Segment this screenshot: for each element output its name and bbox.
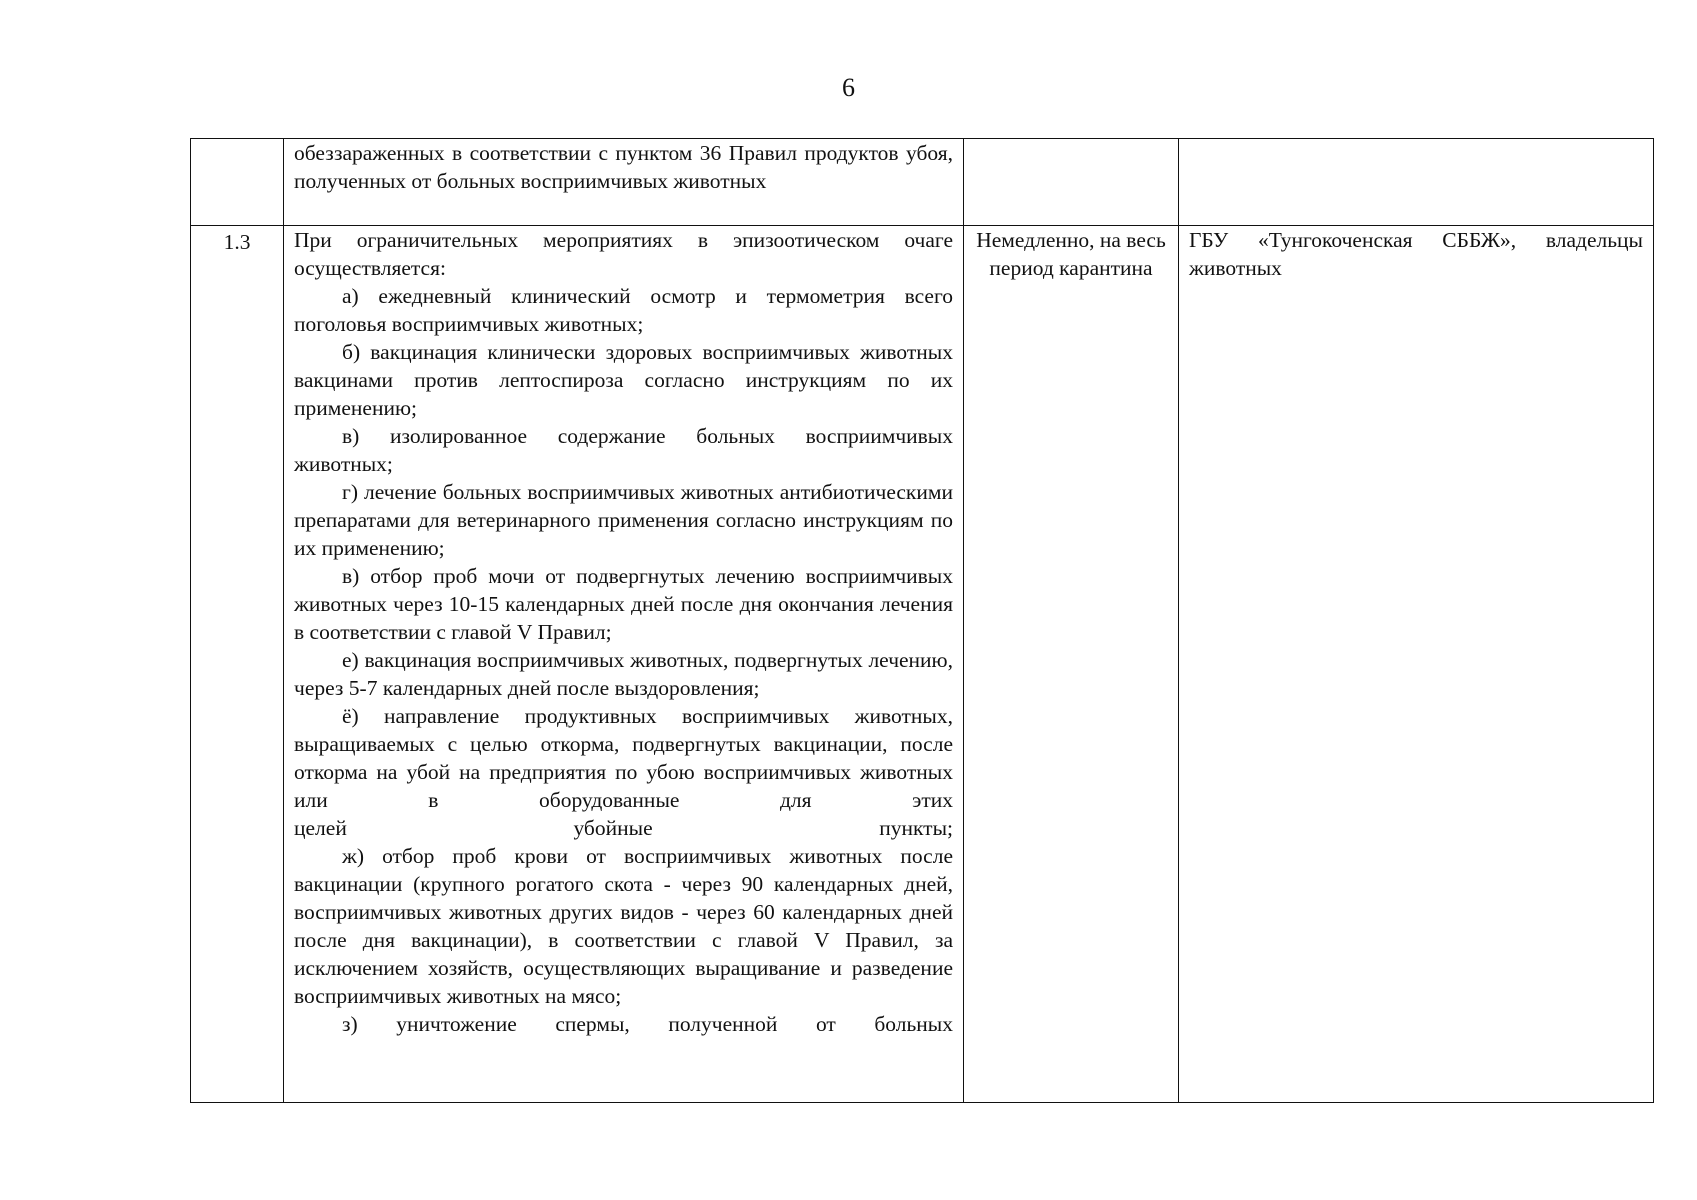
action-item: а) ежедневный клинический осмотр и термометрия всего поголовья восприимчивых животных; (294, 284, 953, 336)
row-number-cell: 1.3 (191, 226, 284, 1103)
measures-table (190, 138, 1654, 1103)
action-item: целей убойные пункты; (294, 816, 953, 840)
action-text: обеззараженных в соответствии с пунктом 36 Правил продуктов убоя, полученных от больных восприимчивых животных (294, 141, 953, 193)
action-item: б) вакцинация клинически здоровых восприимчивых животных вакцинами против лептоспироза согласно инструкциям по их применению; (294, 340, 953, 420)
action-intro: При ограничительных мероприятиях в эпизоотическом очаге осуществляется: (294, 228, 953, 280)
table-row (191, 139, 1654, 226)
page-number: 6 (842, 73, 855, 102)
term-cell (964, 139, 1179, 226)
term-cell: Немедленно, на весь период карантина (964, 226, 1179, 1103)
action-item: ж) отбор проб крови от восприимчивых животных после вакцинации (крупного рогатого скота - через 90 календарных дней, восприимчивых животных других видов - через 60 календарных дней после дня вакцинации), в соответствии с главой V Правил, за исключением хозяйств, осуществляющих выращивание и разведение восприимчивых животных на мясо; (294, 844, 953, 1008)
action-item: г) лечение больных восприимчивых животных антибиотическими препаратами для ветеринарного применения согласно инструкциям по их применению; (294, 480, 953, 560)
action-item: в) изолированное содержание больных восприимчивых животных; (294, 424, 953, 476)
action-cell (284, 139, 964, 226)
responsible-cell: ГБУ «Тунгокоченская СББЖ», владельцы животных (1179, 226, 1654, 1103)
action-item: е) вакцинация восприимчивых животных, подвергнутых лечению, через 5-7 календарных дней после выздоровления; (294, 648, 953, 700)
action-cell (284, 226, 964, 1103)
action-item: ё) направление продуктивных восприимчивых животных, выращиваемых с целью откорма, подвергнутых вакцинации, после откорма на убой на предприятия по убою восприимчивых животных или в оборудованные для этих (294, 704, 953, 812)
responsible-cell (1179, 139, 1654, 226)
action-item: в) отбор проб мочи от подвергнутых лечению восприимчивых животных через 10-15 календарных дней после дня окончания лечения в соответствии с главой V Правил; (294, 564, 953, 644)
row-number-cell (191, 139, 284, 226)
table-row (191, 226, 1654, 1103)
action-item: з) уничтожение спермы, полученной от больных (342, 1012, 953, 1036)
